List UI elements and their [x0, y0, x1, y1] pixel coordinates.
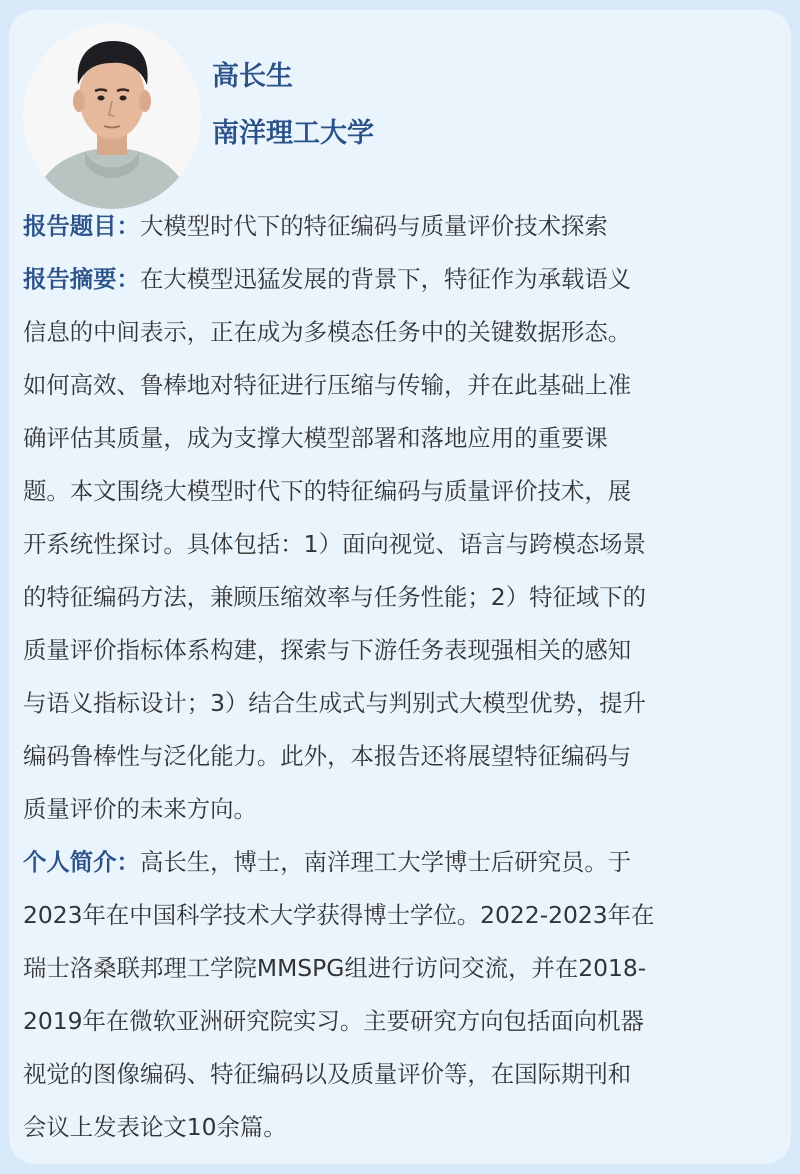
abstract-line: 题。本文围绕大模型时代下的特征编码与质量评价技术，展	[23, 477, 632, 505]
talk-details	[23, 200, 783, 1154]
abstract-line: 质量评价的未来方向。	[23, 795, 257, 823]
bio-line: 2023年在中国科学技术大学获得博士学位。2022-2023年在	[23, 901, 655, 929]
abstract-line: 与语义指标设计；3）结合生成式与判别式大模型优势，提升	[23, 689, 647, 717]
bio-line	[23, 836, 783, 889]
bio-line: 视觉的图像编码、特征编码以及质量评价等，在国际期刊和	[23, 1060, 632, 1088]
speaker-card	[9, 10, 791, 1164]
bio-line: 瑞士洛桑联邦理工学院MMSPG组进行访问交流，并在2018-	[23, 954, 647, 982]
bio-text: 高长生，博士，南洋理工大学博士后研究员。于	[139, 848, 632, 876]
abstract-line	[23, 253, 783, 306]
abstract-text: 在大模型迅猛发展的背景下，特征作为承载语义	[139, 265, 632, 293]
bio-line: 2019年在微软亚洲研究院实习。主要研究方向包括面向机器	[23, 1007, 644, 1035]
abstract-line: 信息的中间表示，正在成为多模态任务中的关键数据形态。	[23, 318, 632, 346]
title-label: 报告题目：	[23, 212, 140, 240]
abstract-line: 的特征编码方法，兼顾压缩效率与任务性能；2）特征域下的	[23, 583, 647, 611]
speaker-photo	[23, 23, 201, 209]
abstract-label: 报告摘要：	[23, 265, 140, 293]
abstract-line: 如何高效、鲁棒地对特征进行压缩与传输，并在此基础上准	[23, 371, 632, 399]
talk-title: 大模型时代下的特征编码与质量评价技术探索	[139, 212, 608, 240]
bio-label: 个人简介：	[23, 848, 140, 876]
abstract-line: 质量评价指标体系构建，探索与下游任务表现强相关的感知	[23, 636, 632, 664]
abstract-line: 确评估其质量，成为支撑大模型部署和落地应用的重要课	[23, 424, 608, 452]
abstract-line: 开系统性探讨。具体包括：1）面向视觉、语言与跨模态场景	[23, 530, 647, 558]
speaker-affiliation: 南洋理工大学	[212, 118, 374, 149]
abstract-line: 编码鲁棒性与泛化能力。此外，本报告还将展望特征编码与	[23, 742, 632, 770]
bio-line: 会议上发表论文10余篇。	[23, 1113, 287, 1141]
speaker-name: 高长生	[212, 61, 293, 92]
title-line	[23, 200, 783, 253]
